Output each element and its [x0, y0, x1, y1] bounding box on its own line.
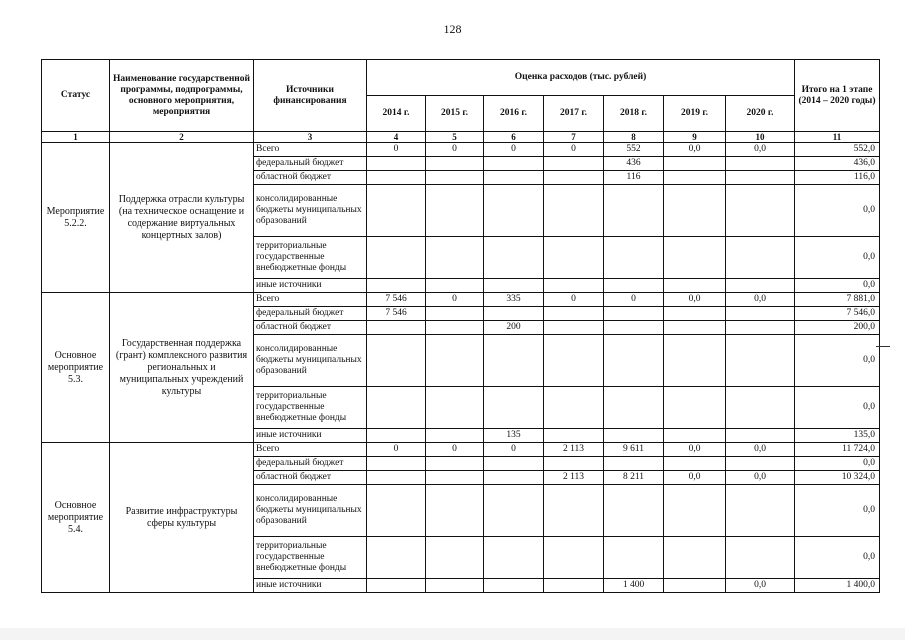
year-value-cell — [367, 237, 426, 279]
year-value-cell: 0,0 — [726, 293, 795, 307]
year-value-cell — [664, 237, 726, 279]
year-value-cell — [426, 457, 484, 471]
year-value-cell — [604, 387, 664, 429]
year-value-cell — [544, 429, 604, 443]
total-value-cell: 116,0 — [795, 171, 880, 185]
year-value-cell — [426, 335, 484, 387]
year-value-cell — [426, 429, 484, 443]
year-value-cell — [544, 579, 604, 593]
year-value-cell — [726, 457, 795, 471]
total-value-cell: 200,0 — [795, 321, 880, 335]
year-value-cell — [544, 185, 604, 237]
year-value-cell — [664, 157, 726, 171]
year-value-cell — [604, 321, 664, 335]
column-number: 1 — [42, 132, 110, 143]
year-value-cell: 0,0 — [664, 443, 726, 457]
year-value-cell — [726, 237, 795, 279]
row-status: Мероприятие 5.2.2. — [42, 143, 110, 293]
funding-source: территориальные государственные внебюджетные фонды — [254, 537, 367, 579]
year-value-cell: 0,0 — [664, 143, 726, 157]
total-value-cell: 7 546,0 — [795, 307, 880, 321]
year-value-cell — [484, 307, 544, 321]
header-year: 2019 г. — [664, 96, 726, 132]
year-value-cell — [726, 335, 795, 387]
year-value-cell — [484, 537, 544, 579]
page-number: 128 — [443, 22, 462, 36]
total-value-cell: 1 400,0 — [795, 579, 880, 593]
total-value-cell: 0,0 — [795, 457, 880, 471]
year-value-cell — [367, 171, 426, 185]
year-value-cell — [726, 171, 795, 185]
year-value-cell: 552 — [604, 143, 664, 157]
year-value-cell — [664, 387, 726, 429]
year-value-cell: 0 — [426, 143, 484, 157]
year-value-cell: 0 — [484, 143, 544, 157]
year-value-cell — [426, 537, 484, 579]
year-value-cell — [484, 171, 544, 185]
year-value-cell — [604, 279, 664, 293]
year-value-cell — [544, 321, 604, 335]
year-value-cell: 0 — [426, 443, 484, 457]
year-value-cell — [726, 185, 795, 237]
year-value-cell — [484, 335, 544, 387]
row-measure-name: Государственная поддержка (грант) комплексного развития региональных и муниципальных учреждений культуры — [110, 293, 254, 443]
year-value-cell — [664, 321, 726, 335]
year-value-cell — [604, 185, 664, 237]
year-value-cell: 200 — [484, 321, 544, 335]
year-value-cell — [367, 279, 426, 293]
year-value-cell: 335 — [484, 293, 544, 307]
column-number: 7 — [544, 132, 604, 143]
year-value-cell: 0 — [484, 443, 544, 457]
year-value-cell: 0,0 — [726, 143, 795, 157]
header-name: Наименование государственной программы, подпрограммы, основного мероприятия, мероприятия — [110, 60, 254, 132]
year-value-cell — [664, 279, 726, 293]
year-value-cell — [426, 321, 484, 335]
table-row — [42, 293, 880, 307]
row-measure-name: Развитие инфраструктуры сферы культуры — [110, 443, 254, 593]
year-value-cell — [484, 157, 544, 171]
total-value-cell: 552,0 — [795, 143, 880, 157]
year-value-cell: 436 — [604, 157, 664, 171]
year-value-cell — [544, 457, 604, 471]
column-number: 10 — [726, 132, 795, 143]
year-value-cell: 1 400 — [604, 579, 664, 593]
funding-source: федеральный бюджет — [254, 307, 367, 321]
year-value-cell — [726, 157, 795, 171]
year-value-cell — [367, 579, 426, 593]
funding-source: иные источники — [254, 579, 367, 593]
table-row — [42, 443, 880, 457]
year-value-cell — [426, 307, 484, 321]
total-value-cell: 436,0 — [795, 157, 880, 171]
header-year: 2016 г. — [484, 96, 544, 132]
total-value-cell: 0,0 — [795, 335, 880, 387]
funding-source: иные источники — [254, 429, 367, 443]
row-status: Основное мероприятие 5.3. — [42, 293, 110, 443]
total-value-cell: 7 881,0 — [795, 293, 880, 307]
year-value-cell: 0,0 — [726, 471, 795, 485]
year-value-cell — [604, 335, 664, 387]
total-value-cell: 0,0 — [795, 537, 880, 579]
year-value-cell: 0,0 — [726, 579, 795, 593]
column-number: 6 — [484, 132, 544, 143]
funding-source: областной бюджет — [254, 171, 367, 185]
year-value-cell — [664, 485, 726, 537]
year-value-cell — [426, 387, 484, 429]
funding-source: Всего — [254, 443, 367, 457]
total-value-cell: 0,0 — [795, 237, 880, 279]
year-value-cell — [367, 537, 426, 579]
year-value-cell — [426, 485, 484, 537]
year-value-cell — [484, 387, 544, 429]
total-value-cell: 0,0 — [795, 387, 880, 429]
year-value-cell — [726, 307, 795, 321]
year-value-cell — [484, 185, 544, 237]
header-total: Итого на 1 этапе (2014 – 2020 годы) — [795, 60, 880, 132]
year-value-cell: 0,0 — [726, 443, 795, 457]
year-value-cell — [367, 485, 426, 537]
funding-source: иные источники — [254, 279, 367, 293]
year-value-cell — [664, 185, 726, 237]
year-value-cell — [484, 579, 544, 593]
year-value-cell — [604, 457, 664, 471]
header-year: 2018 г. — [604, 96, 664, 132]
funding-source: консолидированные бюджеты муниципальных образований — [254, 485, 367, 537]
year-value-cell: 0 — [544, 293, 604, 307]
total-value-cell: 0,0 — [795, 185, 880, 237]
funding-source: областной бюджет — [254, 321, 367, 335]
year-value-cell — [544, 387, 604, 429]
column-number: 8 — [604, 132, 664, 143]
funding-source: областной бюджет — [254, 471, 367, 485]
total-value-cell: 10 324,0 — [795, 471, 880, 485]
column-number: 2 — [110, 132, 254, 143]
year-value-cell — [604, 429, 664, 443]
header-year: 2014 г. — [367, 96, 426, 132]
total-value-cell: 135,0 — [795, 429, 880, 443]
year-value-cell: 0 — [367, 443, 426, 457]
funding-source: территориальные государственные внебюджетные фонды — [254, 387, 367, 429]
year-value-cell — [426, 171, 484, 185]
year-value-cell: 0 — [544, 143, 604, 157]
column-number: 11 — [795, 132, 880, 143]
year-value-cell: 7 546 — [367, 293, 426, 307]
column-number: 9 — [664, 132, 726, 143]
column-number: 4 — [367, 132, 426, 143]
year-value-cell — [664, 579, 726, 593]
funding-source: Всего — [254, 143, 367, 157]
year-value-cell — [544, 237, 604, 279]
year-value-cell — [484, 457, 544, 471]
year-value-cell — [367, 335, 426, 387]
scan-mark — [876, 346, 890, 347]
year-value-cell — [367, 157, 426, 171]
table-row — [42, 143, 880, 157]
funding-source: территориальные государственные внебюджетные фонды — [254, 237, 367, 279]
year-value-cell: 0,0 — [664, 471, 726, 485]
year-value-cell — [664, 457, 726, 471]
year-value-cell — [544, 485, 604, 537]
year-value-cell: 7 546 — [367, 307, 426, 321]
year-value-cell — [726, 485, 795, 537]
year-value-cell — [604, 485, 664, 537]
year-value-cell — [664, 171, 726, 185]
row-measure-name: Поддержка отрасли культуры (на техническое оснащение и содержание виртуальных концертных залов) — [110, 143, 254, 293]
year-value-cell — [484, 279, 544, 293]
header-sources: Источники финансирования — [254, 60, 367, 132]
year-value-cell: 0 — [426, 293, 484, 307]
year-value-cell — [367, 471, 426, 485]
scan-edge — [0, 628, 905, 640]
header-status: Статус — [42, 60, 110, 132]
year-value-cell: 116 — [604, 171, 664, 185]
column-number: 5 — [426, 132, 484, 143]
year-value-cell — [544, 307, 604, 321]
funding-source: федеральный бюджет — [254, 157, 367, 171]
total-value-cell: 0,0 — [795, 485, 880, 537]
year-value-cell — [544, 171, 604, 185]
year-value-cell — [367, 321, 426, 335]
year-value-cell: 0 — [367, 143, 426, 157]
year-value-cell — [544, 279, 604, 293]
funding-source: федеральный бюджет — [254, 457, 367, 471]
year-value-cell: 135 — [484, 429, 544, 443]
total-value-cell: 11 724,0 — [795, 443, 880, 457]
year-value-cell — [544, 537, 604, 579]
year-value-cell — [544, 335, 604, 387]
year-value-cell — [367, 387, 426, 429]
table-body — [42, 143, 880, 593]
header-year: 2017 г. — [544, 96, 604, 132]
year-value-cell: 0 — [604, 293, 664, 307]
year-value-cell — [426, 185, 484, 237]
header-costs: Оценка расходов (тыс. рублей) — [367, 60, 795, 96]
row-status: Основное мероприятие 5.4. — [42, 443, 110, 593]
year-value-cell — [484, 471, 544, 485]
column-number: 3 — [254, 132, 367, 143]
year-value-cell — [367, 185, 426, 237]
year-value-cell: 0,0 — [664, 293, 726, 307]
year-value-cell: 8 211 — [604, 471, 664, 485]
year-value-cell — [664, 537, 726, 579]
year-value-cell — [664, 429, 726, 443]
year-value-cell — [604, 237, 664, 279]
year-value-cell — [426, 579, 484, 593]
year-value-cell — [426, 279, 484, 293]
year-value-cell — [426, 237, 484, 279]
year-value-cell — [726, 429, 795, 443]
year-value-cell — [367, 457, 426, 471]
funding-source: консолидированные бюджеты муниципальных образований — [254, 335, 367, 387]
year-value-cell — [484, 485, 544, 537]
year-value-cell — [367, 429, 426, 443]
year-value-cell — [484, 237, 544, 279]
header-year: 2015 г. — [426, 96, 484, 132]
year-value-cell — [544, 157, 604, 171]
year-value-cell — [726, 279, 795, 293]
year-value-cell — [426, 157, 484, 171]
total-value-cell: 0,0 — [795, 279, 880, 293]
year-value-cell — [726, 321, 795, 335]
year-value-cell: 2 113 — [544, 471, 604, 485]
year-value-cell — [664, 307, 726, 321]
year-value-cell — [726, 387, 795, 429]
year-value-cell — [426, 471, 484, 485]
funding-source: Всего — [254, 293, 367, 307]
year-value-cell: 2 113 — [544, 443, 604, 457]
budget-table — [41, 59, 880, 593]
year-value-cell — [604, 307, 664, 321]
year-value-cell: 9 611 — [604, 443, 664, 457]
funding-source: консолидированные бюджеты муниципальных образований — [254, 185, 367, 237]
year-value-cell — [726, 537, 795, 579]
header-year: 2020 г. — [726, 96, 795, 132]
year-value-cell — [604, 537, 664, 579]
year-value-cell — [664, 335, 726, 387]
